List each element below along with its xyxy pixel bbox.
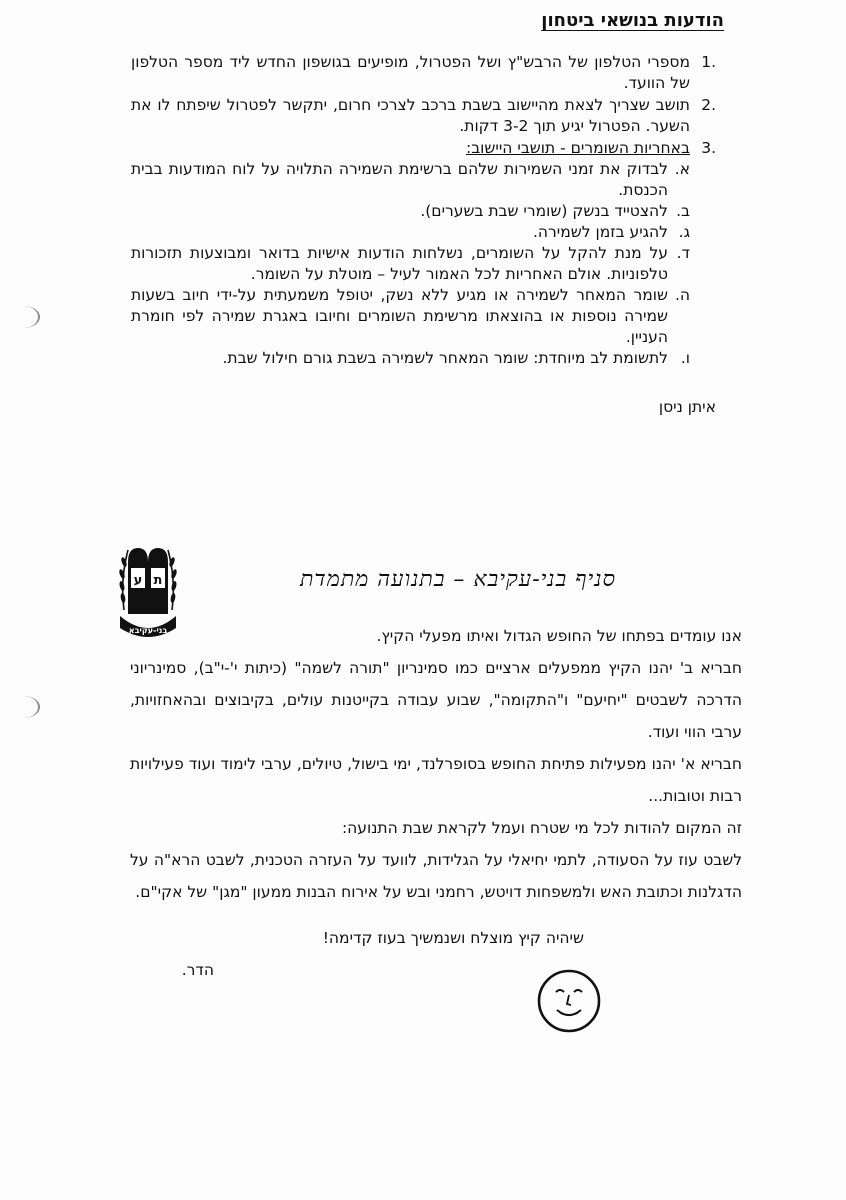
punch-hole bbox=[8, 696, 40, 718]
smiley-face-icon bbox=[536, 968, 602, 1034]
sub-item-text: על מנת להקל על השומרים, נשלחות הודעות אישיות בדואר ומבוצעות תזכורות טלפוניות. אולם האחריות לכל האמור לעיל – מוטלת על השומר. bbox=[131, 244, 668, 283]
sub-item-letter: ה. bbox=[674, 286, 690, 304]
logo-letter: ע bbox=[133, 573, 143, 588]
closing-line: שיהיה קיץ מוצלח ושנמשיך בעוז קדימה! bbox=[322, 929, 584, 947]
branch-paragraph: חבריא ב' יהנו הקיץ ממפעלים ארציים כמו סמינריון "תורה לשמה" (כיתות י'-י"ב), סמינריוני הדרכה לשבטים "יחיעם" ו"התקומה", שבוע עבודה בקייטנות עולים, בקיבוצים ובהאחזויות, ערבי הווי ועוד. bbox=[130, 659, 742, 741]
sub-item-text: להגיע בזמן לשמירה. bbox=[532, 223, 668, 241]
branch-paragraph: לשבט עוז על הסעודה, לתמי יחיאלי על הגלידות, לוועד על העזרה הטכנית, לשבט הרא"ה על הדגלנות וכתובת האש ולמשפחות דויטש, רחמני ובש על אירוח הבנות ממעון "מגן" של אקי"ם. bbox=[130, 851, 742, 901]
sub-item bbox=[131, 222, 690, 243]
sub-item bbox=[131, 159, 690, 201]
sub-item-text: שומר המאחר לשמירה או מגיע ללא נשק, יטופל משמעתית על-ידי חיוב בשעות שמירה נוספות או בהוצאתו מרשימת השומרים וחיובו באגרת שמירה לפי חומרת העניין. bbox=[131, 286, 668, 346]
sub-item-text: להצטייד בנשק (שומרי שבת בשערים). bbox=[420, 202, 668, 220]
notice-item bbox=[131, 52, 716, 94]
branch-paragraph: אנו עומדים בפתחו של החופש הגדול ואיתו מפעלי הקיץ. bbox=[376, 627, 742, 645]
logo-letter: ת bbox=[153, 573, 163, 588]
security-notices-list bbox=[131, 52, 716, 370]
sub-item bbox=[131, 348, 690, 369]
guards-responsibility-list bbox=[131, 159, 690, 369]
notice-item bbox=[131, 138, 716, 369]
notice-number: .1 bbox=[701, 53, 716, 71]
branch-signature: הדר. bbox=[181, 961, 214, 979]
branch-title: סניף בני-עקיבא – בתנועה מתמדת bbox=[300, 567, 616, 592]
notice-number: .3 bbox=[701, 139, 716, 157]
sub-item-text: לתשומת לב מיוחדת: שומר המאחר לשמירה בשבת גורם חילול שבת. bbox=[222, 349, 668, 367]
sub-item bbox=[131, 285, 690, 348]
security-notices-title: הודעות בנושאי ביטחון bbox=[541, 10, 724, 31]
notice-text: תושב שצריך לצאת מהיישוב בשבת ברכב לצרכי חרום, יתקשר לפטרול שיפתח לו את השער. הפטרול יגיע תוך 3-2 דקות. bbox=[131, 96, 690, 135]
guards-responsibility-heading: באחריות השומרים - תושבי היישוב: bbox=[465, 139, 690, 157]
branch-paragraph: זה המקום להודות לכל מי שטרח ועמל לקראת שבת התנועה: bbox=[341, 819, 742, 837]
notice-number: .2 bbox=[701, 96, 716, 114]
punch-hole bbox=[8, 306, 40, 328]
notice-text: מספרי הטלפון של הרבש"ץ ושל הפטרול, מופיעים בגושפון החדש ליד מספר הטלפון של הוועד. bbox=[131, 53, 690, 92]
sub-item-letter: ב. bbox=[676, 202, 690, 220]
sub-item bbox=[131, 243, 690, 285]
logo-banner-text: בני-עקיבא bbox=[128, 626, 168, 635]
security-signature: איתן ניסן bbox=[658, 398, 716, 416]
sub-item-letter: ו. bbox=[680, 349, 690, 367]
sub-item-letter: ד. bbox=[676, 244, 690, 262]
sub-item-letter: א. bbox=[674, 160, 690, 178]
branch-paragraph: חבריא א' יהנו מפעילות פתיחת החופש בסופרלנד, ימי בישול, טיולים, ערבי לימוד ועוד פעילויות רבות וטובות... bbox=[130, 755, 742, 805]
sub-item-letter: ג. bbox=[678, 223, 690, 241]
notice-item bbox=[131, 95, 716, 137]
sub-item-text: לבדוק את זמני השמירות שלהם ברשימת השמירה התלויה על לוח המודעות בבית הכנסת. bbox=[131, 160, 668, 199]
branch-body bbox=[130, 620, 742, 908]
sub-item bbox=[131, 201, 690, 222]
